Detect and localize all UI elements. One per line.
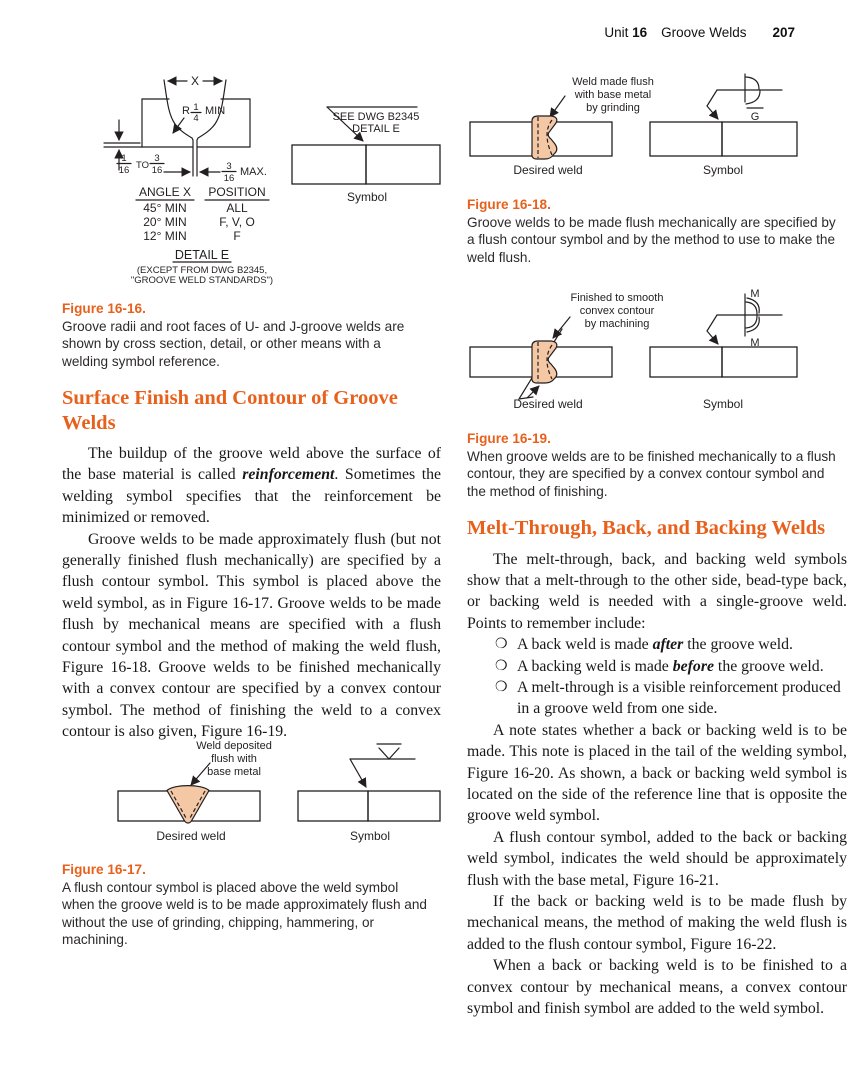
symbol-label: Symbol xyxy=(346,190,388,204)
emphasized-term: before xyxy=(672,657,714,675)
list-item-text xyxy=(517,656,847,677)
gap-to: TO xyxy=(136,160,150,171)
figure-16-16-caption xyxy=(62,300,428,370)
leader-arrow xyxy=(707,90,718,119)
paragraph: The melt-through, back, and backing weld symbols show that a melt-through to the other side, bead-type back, or backing weld is needed with a single-groove weld. Points to remember include: xyxy=(467,550,847,632)
figure-16-18-drawing xyxy=(467,70,847,192)
bullet-icon: ❍ xyxy=(495,679,508,695)
table-cell: F xyxy=(233,229,241,243)
convex-contour-symbol-top xyxy=(747,298,759,313)
symbol-right-plate xyxy=(722,122,797,156)
symbol-right-plate xyxy=(368,791,440,821)
paragraph: If the back or backing weld is to be made flush by mechanical means, the method of making the weld flush is added to the flush contour symbol, Figure 16-22. xyxy=(467,893,847,953)
finish-method-letter-top: M xyxy=(750,288,760,300)
paragraph-text: The buildup of the groove weld above the surface of the base material is called xyxy=(62,445,441,484)
leader-arrow xyxy=(350,759,366,787)
annotation-arrow-top xyxy=(553,317,570,338)
symbol-left-plate xyxy=(298,791,368,821)
root-frac-num: 3 xyxy=(226,161,232,172)
finish-method-letter-bottom: M xyxy=(750,337,760,349)
gap-frac2-den: 16 xyxy=(151,165,163,176)
paragraph: A note states whether a back or backing weld is to be made. This note is placed in the tail of the welding symbol, Figure 16-20. As shown, a back or backing weld symbol is located on the side of the reference line that is opposite the groove weld symbol. xyxy=(467,721,847,825)
annotation-line2: flush with xyxy=(211,753,257,765)
v-groove-symbol xyxy=(379,748,399,759)
annotation-line1: Weld made flush xyxy=(572,76,654,88)
gap-frac1-num: 1 xyxy=(121,153,127,164)
symbol-left-plate xyxy=(292,145,366,184)
unit-word: Unit xyxy=(604,25,629,40)
caption-title: Figure 16-17. xyxy=(62,862,146,877)
desired-weld-view xyxy=(470,292,663,411)
groove-right-wall xyxy=(197,80,226,176)
desired-weld-view xyxy=(470,76,654,177)
weld-bead xyxy=(532,116,557,159)
annotation-line3: by machining xyxy=(584,318,650,330)
desired-weld-label: Desired weld xyxy=(513,397,583,411)
paragraph xyxy=(62,443,441,529)
angle-position-table xyxy=(136,185,269,243)
list-item xyxy=(495,634,847,655)
gap-frac2-num: 3 xyxy=(154,153,160,164)
right-column-text xyxy=(467,516,847,1019)
caption-title: Figure 16-19. xyxy=(467,431,551,446)
table-cell: ALL xyxy=(226,201,248,215)
table-header-position: POSITION xyxy=(208,185,266,199)
desired-weld-label: Desired weld xyxy=(513,163,583,177)
caption-title: Figure 16-18. xyxy=(467,197,551,212)
table-header-angle: ANGLE X xyxy=(138,185,192,199)
symbol-note-line1: SEE DWG B2345 xyxy=(332,111,420,123)
annotation-arrow xyxy=(550,96,565,117)
dim-x-label: X xyxy=(190,74,200,88)
weld-bead xyxy=(532,341,557,383)
emphasized-term: after xyxy=(652,636,684,654)
detail-note-line2: "GROOVE WELD STANDARDS") xyxy=(130,275,274,286)
caption-body: Groove radii and root faces of U- and J-groove welds are shown by cross section, detail, or other means with a welding symbol reference. xyxy=(62,318,405,369)
emphasized-term: reinforcement xyxy=(242,466,335,484)
bullet-icon: ❍ xyxy=(495,658,508,674)
symbol-right-plate xyxy=(722,347,797,377)
j-groove-symbol-bottom xyxy=(746,91,760,104)
figure-16-17-caption xyxy=(62,861,434,949)
annotation-line2: with base metal xyxy=(574,89,652,101)
radius-frac-num: 1 xyxy=(193,102,199,113)
table-cell: 12° MIN xyxy=(143,229,187,243)
annotation-line1: Finished to smooth xyxy=(570,292,664,304)
bullet-text: A melt-through is a visible reinforcement produced in a groove weld from one side. xyxy=(517,678,841,718)
detail-title: DETAIL E xyxy=(174,248,230,262)
j-groove-symbol-top xyxy=(746,77,759,89)
symbol-label: Symbol xyxy=(702,397,744,411)
list-item-text xyxy=(517,677,847,720)
bullet-text: the groove weld. xyxy=(713,657,824,675)
annotation-line2: convex contour xyxy=(579,305,655,317)
caption-title: Figure 16-16. xyxy=(62,301,146,316)
radius-min: MIN xyxy=(205,105,226,117)
section-heading-melt-through: Melt-Through, Back, and Backing Welds xyxy=(467,517,826,539)
symbol-left-plate xyxy=(650,347,722,377)
groove-cross-section xyxy=(104,74,267,184)
page-header xyxy=(0,25,795,40)
annotation-line1: Weld deposited xyxy=(196,740,272,752)
list-item-text xyxy=(517,634,847,655)
page-number: 207 xyxy=(772,25,795,40)
list-item xyxy=(495,656,847,677)
unit-title: Groove Welds xyxy=(661,25,747,40)
symbol-note-line2: DETAIL E xyxy=(352,123,400,135)
j-groove-symbol-bottom xyxy=(746,316,757,328)
symbol-view xyxy=(298,744,440,843)
table-cell: 45° MIN xyxy=(143,201,187,215)
bullet-text: A backing weld is made xyxy=(517,657,673,675)
left-column-text xyxy=(62,386,441,743)
leader-arrow xyxy=(707,315,718,344)
caption-body: Groove welds to be made flush mechanically are specified by a flush contour symbol and by the method to use to make the weld flush. xyxy=(467,214,836,265)
bullet-icon: ❍ xyxy=(495,637,508,653)
figure-16-19-drawing xyxy=(467,287,847,422)
convex-contour-symbol-bottom xyxy=(747,317,759,332)
desired-weld-label: Desired weld xyxy=(156,829,226,843)
detail-note-line1: (EXCEPT FROM DWG B2345, xyxy=(136,265,268,276)
section-heading-surface-finish: Surface Finish and Contour of Groove Welds xyxy=(62,387,398,434)
symbol-view xyxy=(650,74,797,177)
symbol-label: Symbol xyxy=(702,163,744,177)
symbol-label: Symbol xyxy=(349,829,391,843)
figure-16-18-caption xyxy=(467,196,839,266)
figure-16-16-symbol xyxy=(292,107,440,204)
root-max: MAX. xyxy=(240,166,267,178)
paragraph: A flush contour symbol, added to the back or backing weld symbol, indicates the weld should be approximately flush with the base metal, Figure 16-21. xyxy=(467,828,847,889)
finish-method-letter: G xyxy=(750,111,760,123)
symbol-left-plate xyxy=(650,122,722,156)
annotation-line3: by grinding xyxy=(586,102,640,114)
bullet-text: the groove weld. xyxy=(683,636,793,654)
j-groove-symbol-top xyxy=(746,302,757,314)
root-frac-den: 16 xyxy=(223,173,235,184)
annotation-line3: base metal xyxy=(207,766,261,778)
desired-weld-view xyxy=(118,740,272,843)
symbol-view xyxy=(650,288,797,411)
bullet-text: A back weld is made xyxy=(517,636,653,654)
table-cell: 20° MIN xyxy=(143,215,187,229)
paragraph: Groove welds to be made approximately flush (but not generally finished flush mechanically) are specified by a flush contour symbol. This symbol is placed above the weld symbol, as in Figure 16-17. Groove welds to be made flush by mechanical means are specified with a flush contour symbol and the method of making the weld flush, Figure 16-18. Groove welds to be finished mechanically with a convex contour are specified by a convex contour symbol. The method of finishing the weld to a convex contour is also given, Figure 16-19. xyxy=(62,530,441,741)
caption-body: A flush contour symbol is placed above the weld symbol when the groove weld is to be made approximately flush and without the use of grinding, chipping, hammering, or machining. xyxy=(62,879,427,948)
radius-r: R xyxy=(182,105,190,117)
weld-bead xyxy=(167,786,209,823)
groove-left-wall xyxy=(164,80,193,176)
figure-16-16-drawing xyxy=(60,74,442,290)
points-list xyxy=(495,634,847,720)
unit-number: 16 xyxy=(632,25,648,40)
symbol-right-plate xyxy=(366,145,440,184)
paragraph-text: . Sometimes the welding symbol specifies that the reinforcement be minimized or removed. xyxy=(62,466,441,527)
figure-16-19-caption xyxy=(467,430,839,500)
caption-body: When groove welds are to be finished mechanically to a flush contour, they are specified by a convex contour symbol and the method of finishing. xyxy=(467,448,836,499)
list-item xyxy=(495,677,847,720)
figure-16-17-drawing xyxy=(62,733,442,855)
gap-frac1-den: 16 xyxy=(118,165,130,176)
table-cell: F, V, O xyxy=(219,215,255,229)
paragraph: When a back or backing weld is to be finished to a convex contour by mechanical means, a convex contour symbol and finish symbol are added to the weld symbol. xyxy=(467,957,847,1018)
radius-frac-den: 4 xyxy=(193,113,199,124)
